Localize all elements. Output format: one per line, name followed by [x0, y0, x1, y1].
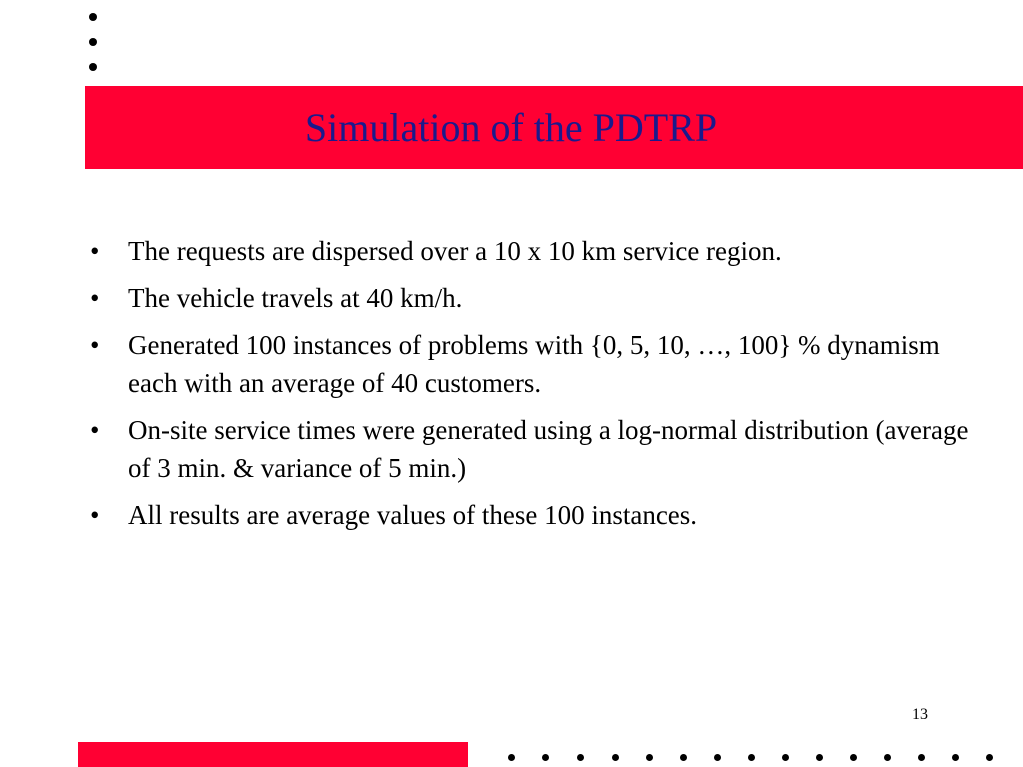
bullet-text: Generated 100 instances of problems with {0, 5, 10, …, 100} % dynamism each with an average of 40 customers. [128, 330, 940, 398]
bullet-item [90, 232, 970, 270]
decorative-dot [89, 13, 97, 21]
bullet-item [90, 411, 970, 487]
decorative-dot [952, 754, 959, 761]
bullet-item [90, 496, 970, 534]
bullet-item [90, 279, 970, 317]
bullet-icon: • [90, 415, 100, 445]
bullet-list [90, 232, 970, 543]
decorative-dot [89, 38, 97, 46]
bullet-text: The vehicle travels at 40 km/h. [128, 283, 463, 313]
decorative-dot [680, 754, 687, 761]
decorative-dot [986, 754, 993, 761]
bullet-text: All results are average values of these 100 instances. [128, 500, 698, 530]
decorative-dot [542, 754, 549, 761]
bullet-icon: • [90, 500, 100, 530]
decorative-dot [577, 754, 584, 761]
decorative-dot [612, 754, 619, 761]
bullet-icon: • [90, 330, 100, 360]
decorative-dot [89, 63, 97, 71]
bullet-text: On-site service times were generated using a log-normal distribution (average of 3 min. & variance of 5 min.) [128, 415, 969, 483]
decorative-dot [782, 754, 789, 761]
bullet-icon: • [90, 283, 100, 313]
bullet-text: The requests are dispersed over a 10 x 10 km service region. [128, 236, 782, 266]
footer-bar [78, 742, 468, 767]
bullet-icon: • [90, 236, 100, 266]
slide-title: Simulation of the PDTRP [304, 104, 718, 150]
decorative-dot [884, 754, 891, 761]
title-banner [85, 86, 1023, 169]
decorative-dot [918, 754, 925, 761]
decorative-dot [714, 754, 721, 761]
bullet-item [90, 326, 970, 402]
decorative-dot [816, 754, 823, 761]
decorative-dot [850, 754, 857, 761]
decorative-dot [646, 754, 653, 761]
page-number: 13 [912, 706, 928, 723]
decorative-dot [508, 754, 515, 761]
decorative-dot [748, 754, 755, 761]
